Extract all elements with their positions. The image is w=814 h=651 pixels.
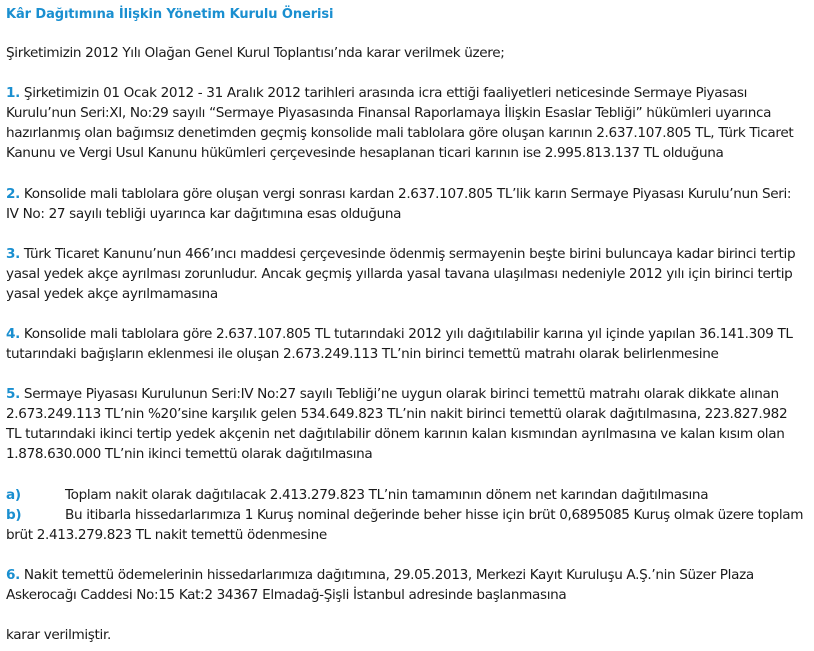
item-number: 2.	[6, 186, 20, 202]
sub-item-text: Toplam nakit olarak dağıtılacak 2.413.279.823 TL’nin tamamının dönem net karından dağıtılmasına	[65, 487, 709, 503]
item-4	[6, 324, 806, 364]
sub-item-text: Bu itibarla hissedarlarımıza 1 Kuruş nominal değerinde beher hisse için brüt 0,6895085 Kuruş olmak üzere toplam brüt 2.413.279.823 TL nakit temettü ödenmesine	[6, 507, 804, 543]
item-2	[6, 184, 806, 224]
item-number: 3.	[6, 246, 20, 262]
sub-item-b	[6, 505, 806, 545]
item-text: Konsolide mali tablolara göre 2.637.107.805 TL tutarındaki 2012 yılı dağıtılabilir karına yıl içinde yapılan 36.141.309 TL tutarındaki bağışların eklenmesi ile oluşan 2.673.249.113 TL’nin birinci temettü matrahı olarak belirlenmesine	[6, 326, 793, 362]
sub-item-label: a)	[6, 487, 21, 503]
item-5	[6, 384, 806, 464]
item-6	[6, 565, 806, 605]
closing-line: karar verilmiştir.	[6, 627, 111, 643]
item-number: 1.	[6, 85, 20, 101]
item-text: Sermaye Piyasası Kurulunun Seri:IV No:27 sayılı Tebliği’ne uygun olarak birinci temettü matrahı olarak dikkate alınan 2.673.249.113 TL’nin %20’sine karşılık gelen 534.649.823 TL’nin nakit birinci temettü olarak dağıtılmasına, 223.827.982 TL tutarındaki ikinci tertip yedek akçenin net dağıtılabilir dönem karının kalan kısmından ayrılmasına ve kalan kısım olan 1.878.630.000 TL’nin ikinci temettü olarak dağıtılmasına	[6, 386, 788, 462]
intro-paragraph: Şirketimizin 2012 Yılı Olağan Genel Kurul Toplantısı’nda karar verilmek üzere;	[6, 45, 505, 61]
item-text: Nakit temettü ödemelerinin hissedarlarımıza dağıtımına, 29.05.2013, Merkezi Kayıt Kuruluşu A.Ş.’nin Süzer Plaza Askerocağı Caddesi No:15 Kat:2 34367 Elmadağ-Şişli İstanbul adresinde başlanmasına	[6, 567, 754, 603]
item-text: Konsolide mali tablolara göre oluşan vergi sonrası kardan 2.637.107.805 TL’lik karın Sermaye Piyasası Kurulu’nun Seri: IV No: 27 sayılı tebliği uyarınca kar dağıtımına esas olduğuna	[6, 186, 792, 222]
item-text: Şirketimizin 01 Ocak 2012 - 31 Aralık 2012 tarihleri arasında icra ettiği faaliyetleri neticesinde Sermaye Piyasası Kurulu’nun Seri:XI, No:29 sayılı “Sermaye Piyasasında Finansal Raporlamaya İlişkin Esaslar Tebliği” hükümleri uyarınca hazırlanmış olan bağımsız denetimden geçmiş konsolide mali tablolara göre oluşan karının 2.637.107.805 TL, Türk Ticaret Kanunu ve Vergi Usul Kanunu hükümleri çerçevesinde hesaplanan ticari karının ise 2.995.813.137 TL olduğuna	[6, 85, 794, 161]
item-1	[6, 83, 806, 163]
item-3	[6, 244, 806, 304]
item-number: 6.	[6, 567, 20, 583]
item-number: 5.	[6, 386, 20, 402]
sub-item-label: b)	[6, 507, 22, 523]
item-text: Türk Ticaret Kanunu’nun 466’ıncı maddesi çerçevesinde ödenmiş sermayenin beşte birini buluncaya kadar birinci tertip yasal yedek akçe ayrılması zorunludur. Ancak geçmiş yıllarda yasal tavana ulaşılması nedeniyle 2012 yılı için birinci tertip yasal yedek akçe ayrılmamasına	[6, 246, 796, 302]
item-number: 4.	[6, 326, 20, 342]
document-title: Kâr Dağıtımına İlişkin Yönetim Kurulu Önerisi	[6, 7, 334, 22]
sub-item-a	[6, 485, 806, 505]
